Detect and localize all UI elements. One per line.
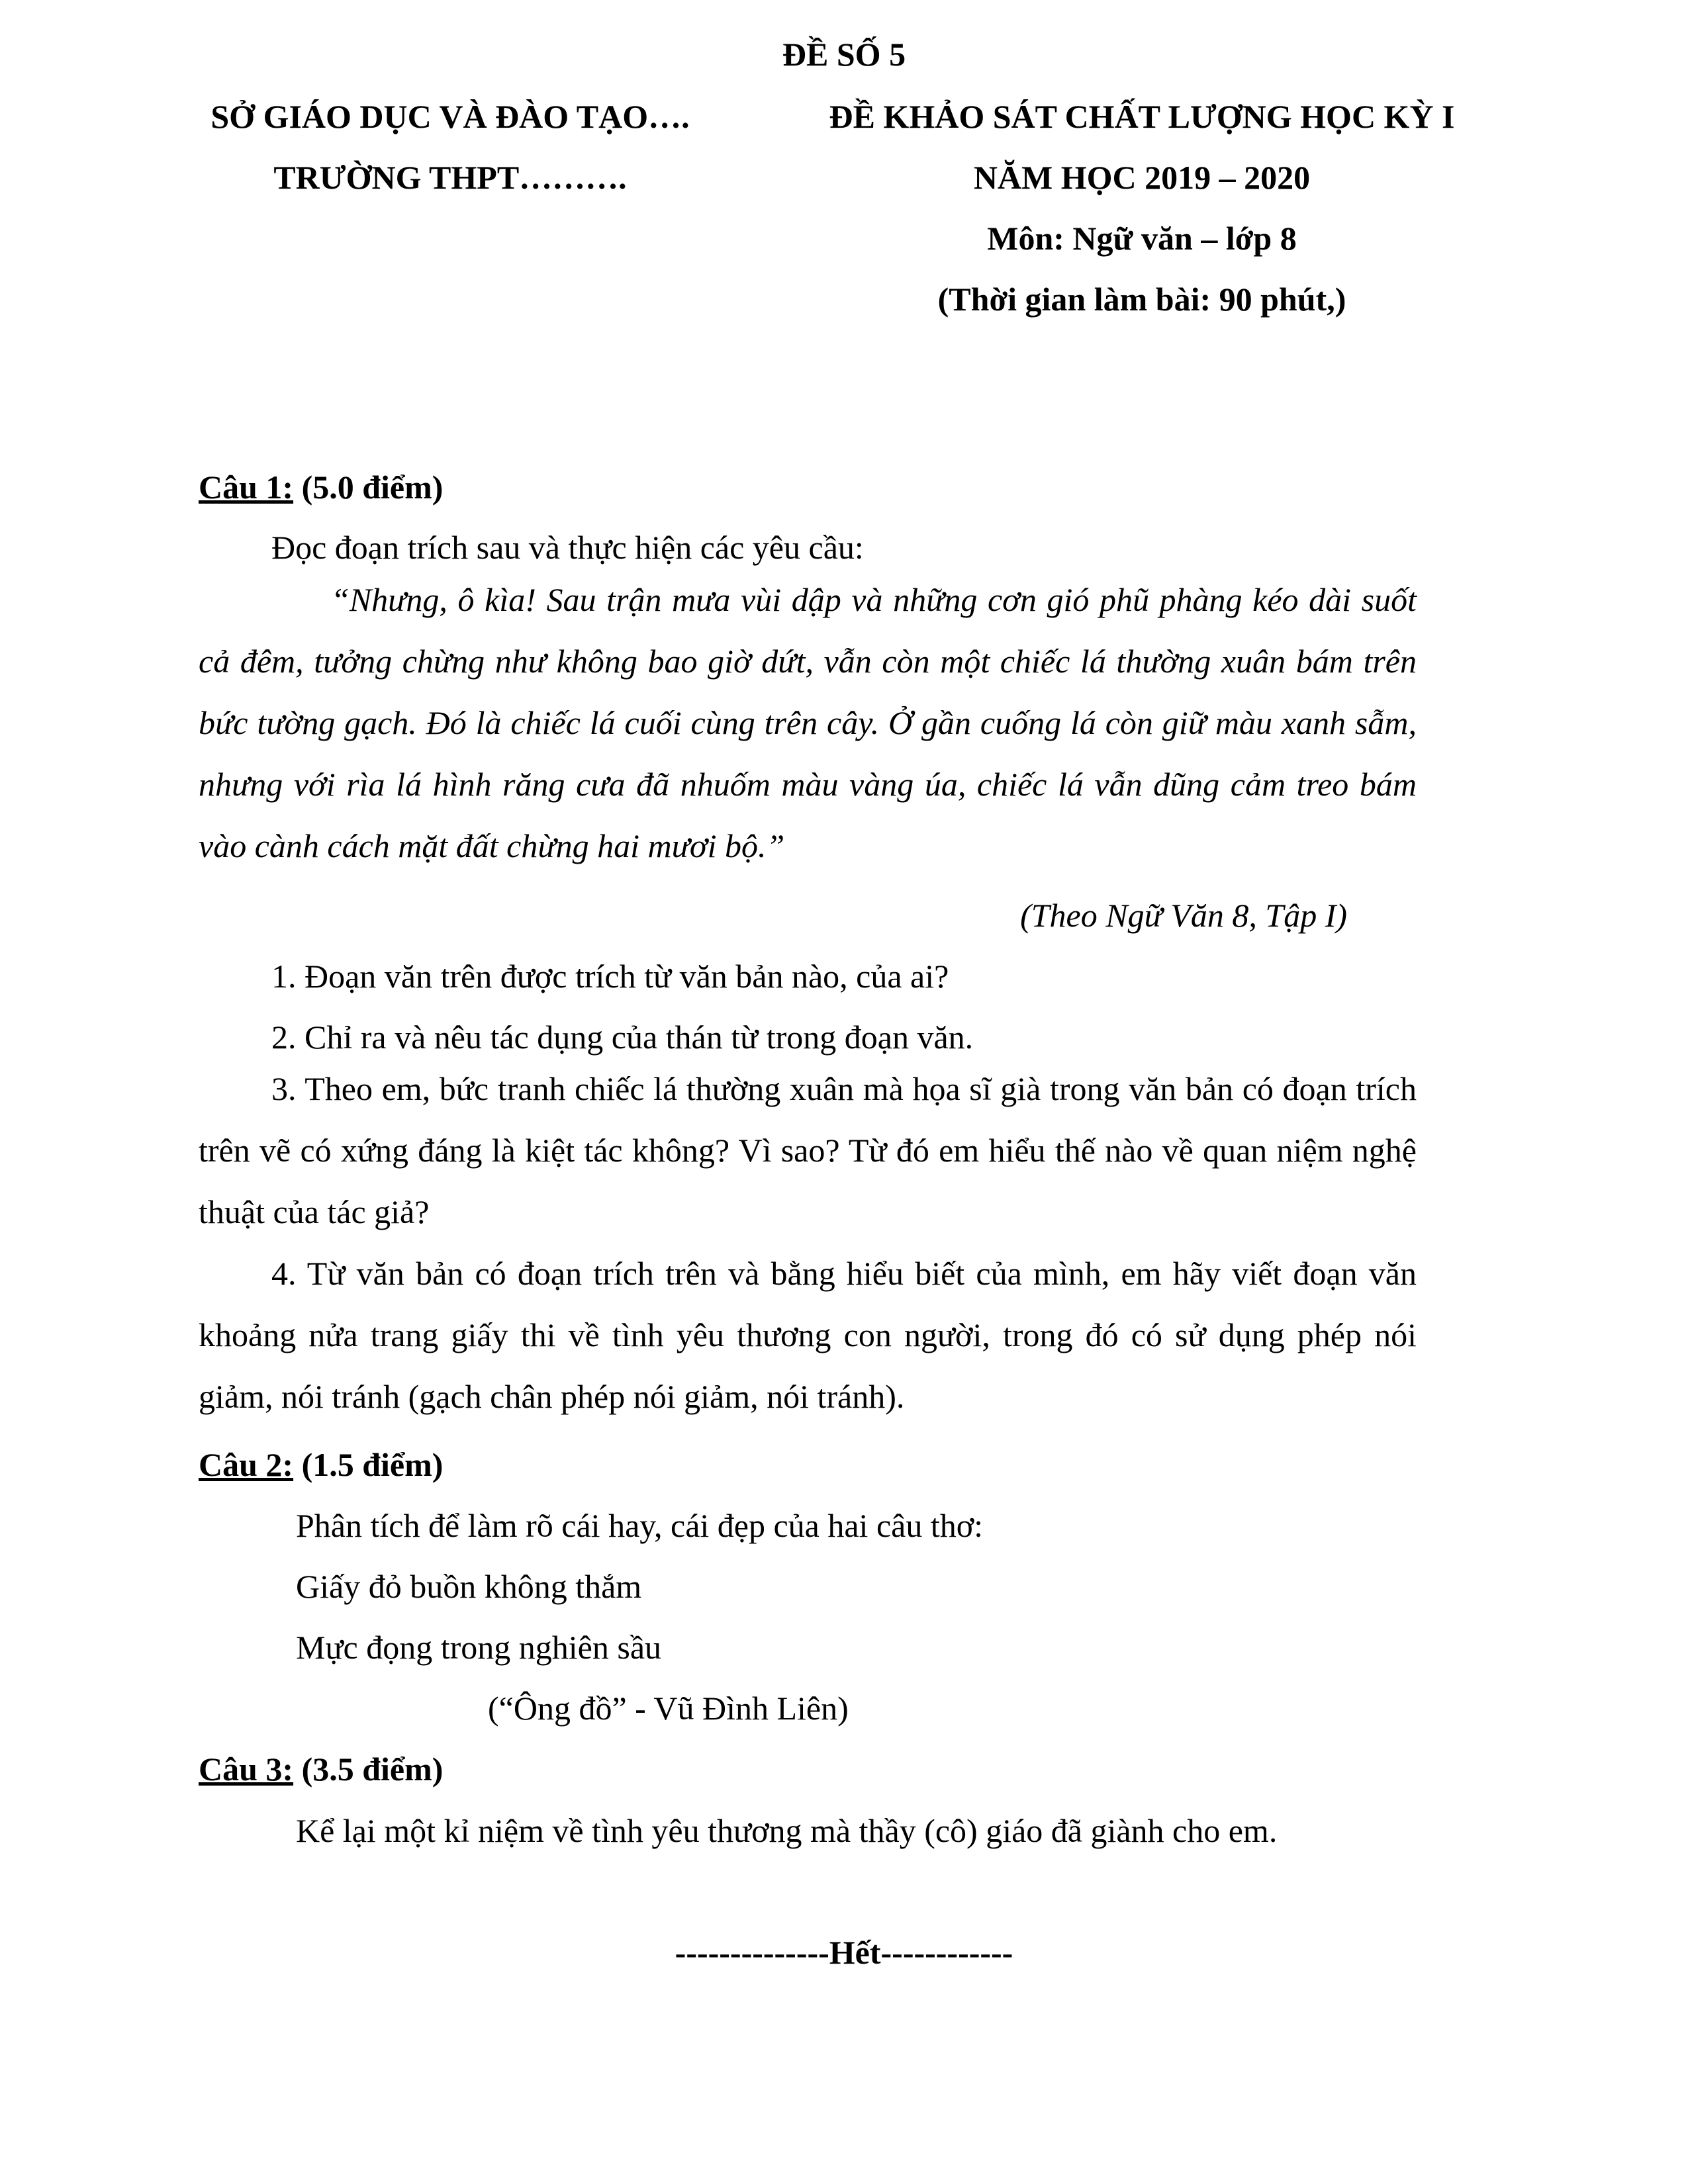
duration-line: (Thời gian làm bài: 90 phút,) (937, 281, 1346, 318)
question-2-instruction: Phân tích để làm rõ cái hay, cái đẹp của hai câu thơ: (296, 1507, 984, 1544)
poem-source: (“Ông đồ” - Vũ Đình Liên) (488, 1690, 849, 1727)
question-2-label: Câu 2: (199, 1446, 294, 1483)
question-3-points: (3.5 điểm) (293, 1751, 444, 1788)
poem-line-1: Giấy đỏ buồn không thắm (296, 1568, 642, 1605)
question-2-heading (199, 1445, 443, 1484)
item-4-text: 4. Từ văn bản có đoạn trích trên và bằng hiểu biết của mình, em hãy viết đoạn văn khoảng nửa trang giấy thi về tình yêu thương con người, trong đó có sử dụng phép nói giảm, nói tránh (gạch chân phép nói giảm, nói tránh). (199, 1255, 1417, 1415)
subject-line: Môn: Ngữ văn – lớp 8 (987, 220, 1297, 257)
question-2-points: (1.5 điểm) (293, 1446, 444, 1483)
question-1-item-2: 2. Chỉ ra và nêu tác dụng của thán từ trong đoạn văn. (271, 1019, 974, 1056)
question-1-instruction: Đọc đoạn trích sau và thực hiện các yêu cầu: (271, 529, 864, 566)
question-1-heading (199, 467, 443, 507)
question-1-label: Câu 1: (199, 469, 294, 506)
excerpt-text: “Nhưng, ô kìa! Sau trận mưa vùi dập và những cơn gió phũ phàng kéo dài suốt cả đêm, tưởng chừng như không bao giờ dứt, vẫn còn một chiếc lá thường xuân bám trên bức tường gạch. Đó là chiếc lá cuối cùng trên cây. Ở gần cuống lá còn giữ màu xanh sẫm, nhưng với rìa lá hình răng cưa đã nhuốm màu vàng úa, chiếc lá vẫn dũng cảm treo bám vào cành cách mặt đất chừng hai mươi bộ.” (199, 581, 1417, 864)
school-name: TRƯỜNG THPT………. (273, 159, 627, 196)
question-1-item-3 (199, 1058, 1417, 1243)
end-mark: --------------Hết------------ (675, 1934, 1013, 1971)
poem-line-2: Mực đọng trong nghiên sầu (296, 1629, 662, 1666)
question-3-instruction: Kể lại một kỉ niệm về tình yêu thương mà thầy (cô) giáo đã giành cho em. (296, 1812, 1278, 1849)
exam-title: ĐỀ KHẢO SÁT CHẤT LƯỢNG HỌC KỲ I (829, 98, 1455, 135)
exam-number: ĐỀ SỐ 5 (782, 36, 906, 73)
question-1-points: (5.0 điểm) (293, 469, 444, 506)
question-1-item-4 (199, 1243, 1417, 1428)
school-year: NĂM HỌC 2019 – 2020 (973, 159, 1311, 196)
question-3-heading (199, 1749, 443, 1789)
item-3-text: 3. Theo em, bức tranh chiếc lá thường xuân mà họa sĩ già trong văn bản có đoạn trích trên vẽ có xứng đáng là kiệt tác không? Vì sao? Từ đó em hiểu thế nào về quan niệm nghệ thuật của tác giả? (199, 1070, 1417, 1230)
excerpt-source: (Theo Ngữ Văn 8, Tập I) (1020, 897, 1347, 934)
question-1-excerpt (199, 569, 1417, 877)
question-1-item-1: 1. Đoạn văn trên được trích từ văn bản nào, của ai? (271, 958, 949, 995)
question-3-label: Câu 3: (199, 1751, 294, 1788)
department-name: SỞ GIÁO DỤC VÀ ĐÀO TẠO…. (211, 98, 690, 135)
